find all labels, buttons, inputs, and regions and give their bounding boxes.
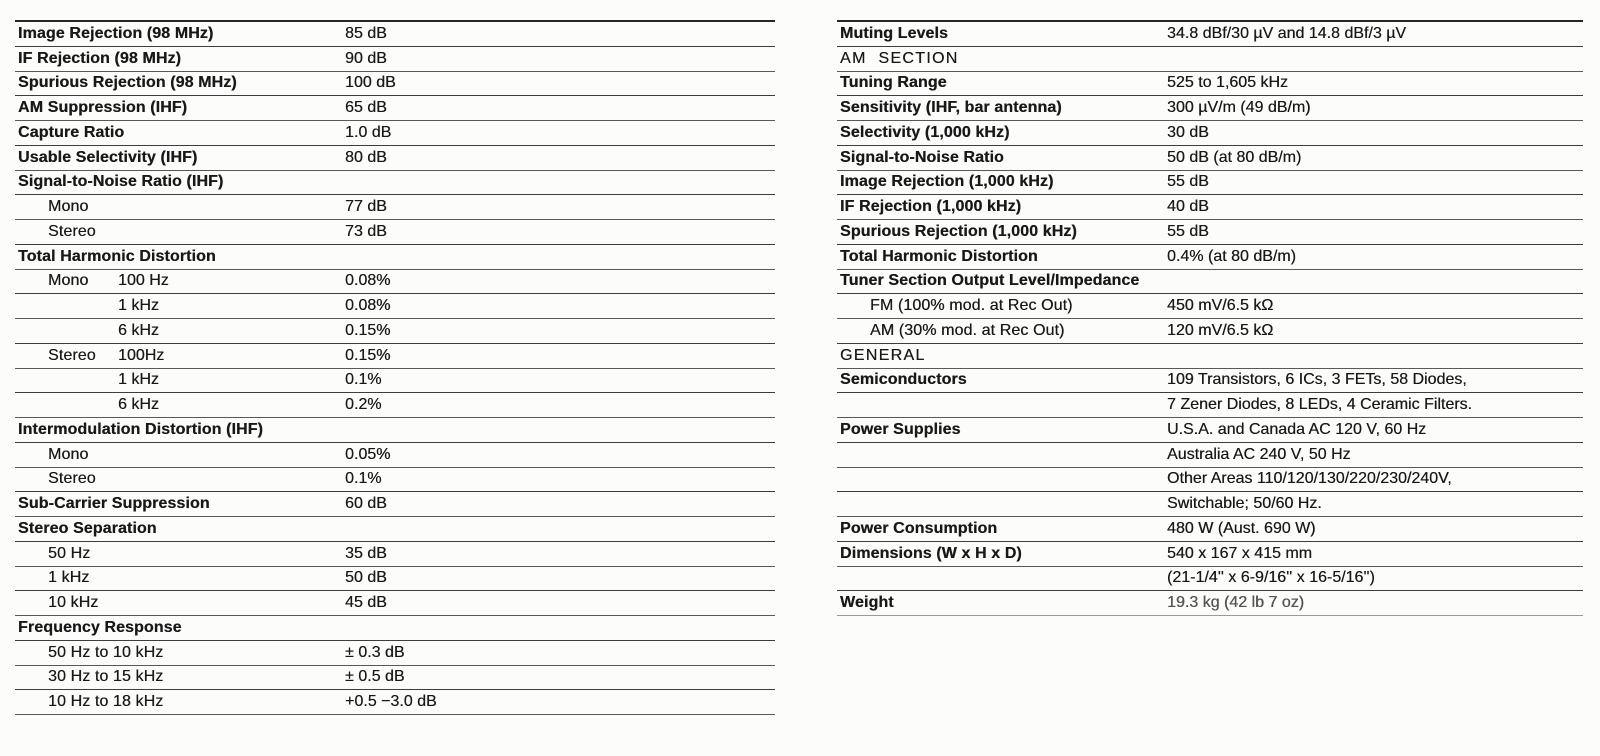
spec-row <box>837 245 1583 270</box>
spec-row <box>15 443 775 468</box>
spec-label: Selectivity (1,000 kHz) <box>840 124 1010 141</box>
spec-label-cell <box>15 620 345 636</box>
spec-row <box>15 47 775 72</box>
spec-row <box>15 146 775 171</box>
spec-value: 50 dB <box>345 569 387 587</box>
spec-row <box>15 195 775 220</box>
spec-label: 50 Hz <box>48 545 91 562</box>
spec-label: 30 Hz to 15 kHz <box>48 669 164 686</box>
spec-row <box>837 220 1583 245</box>
spec-label-cell <box>837 51 1167 67</box>
spec-row <box>15 245 775 270</box>
spec-label-cell <box>837 100 1167 116</box>
spec-row <box>15 468 775 493</box>
spec-value: 40 dB <box>1167 198 1209 216</box>
spec-row <box>15 418 775 443</box>
spec-label-cell <box>15 51 345 67</box>
spec-label: Frequency Response <box>18 619 182 636</box>
spec-value: 540 x 167 x 415 mm <box>1167 544 1312 562</box>
spec-label-cell <box>15 496 345 512</box>
spec-value: Australia AC 240 V, 50 Hz <box>1167 445 1351 463</box>
spec-sublabel: 100Hz <box>118 347 165 364</box>
spec-label: Power Supplies <box>840 421 961 438</box>
spec-label-cell <box>15 397 345 413</box>
spec-row <box>15 492 775 517</box>
spec-label: Capture Ratio <box>18 124 125 141</box>
spec-label: AM Suppression (IHF) <box>18 100 188 117</box>
spec-label-cell <box>15 323 345 339</box>
spec-value: 0.05% <box>345 445 391 463</box>
spec-label: GENERAL <box>840 347 926 364</box>
spec-label: Dimensions (W x H x D) <box>840 545 1022 562</box>
spec-value: 35 dB <box>345 544 387 562</box>
spec-row <box>837 22 1583 47</box>
spec-row <box>837 294 1583 319</box>
spec-row <box>837 542 1583 567</box>
spec-label-cell <box>15 125 345 141</box>
spec-value: 0.08% <box>345 297 391 315</box>
spec-value: 109 Transistors, 6 ICs, 3 FETs, 58 Diodes, <box>1167 371 1467 389</box>
spec-row <box>15 542 775 567</box>
spec-label: Total Harmonic Distortion <box>840 248 1038 265</box>
spec-label: IF Rejection (1,000 kHz) <box>840 199 1022 216</box>
spec-label: Tuner Section Output Level/Impedance <box>840 273 1140 290</box>
spec-value: 45 dB <box>345 594 387 612</box>
spec-row <box>15 72 775 97</box>
spec-label-cell <box>837 546 1167 562</box>
spec-row <box>15 641 775 666</box>
spec-sublabel: 6 kHz <box>118 322 159 339</box>
spec-value: ± 0.3 dB <box>345 643 405 661</box>
spec-sublabel: 6 kHz <box>118 397 159 414</box>
spec-row <box>837 319 1583 344</box>
spec-row <box>15 171 775 196</box>
spec-label-cell <box>837 521 1167 537</box>
spec-label: Stereo Separation <box>18 520 157 537</box>
spec-label-cell <box>837 150 1167 166</box>
spec-label-cell <box>15 645 345 661</box>
spec-row <box>837 72 1583 97</box>
spec-value: 73 dB <box>345 222 387 240</box>
spec-row <box>15 393 775 418</box>
spec-label-cell <box>15 546 345 562</box>
spec-row <box>837 96 1583 121</box>
spec-row <box>15 666 775 691</box>
spec-value: 80 dB <box>345 148 387 166</box>
spec-row <box>15 220 775 245</box>
spec-row <box>837 121 1583 146</box>
spec-label-cell <box>837 174 1167 190</box>
spec-value: 0.2% <box>345 396 382 414</box>
spec-value: 1.0 dB <box>345 123 392 141</box>
spec-value: 55 dB <box>1167 222 1209 240</box>
spec-value: 34.8 dBf/30 µV and 14.8 dBf/3 µV <box>1167 24 1407 42</box>
spec-value: ± 0.5 dB <box>345 668 405 686</box>
spec-row <box>837 567 1583 592</box>
spec-row <box>15 294 775 319</box>
spec-sublabel: 1 kHz <box>118 298 159 315</box>
spec-row <box>837 195 1583 220</box>
spec-label-cell <box>15 75 345 91</box>
spec-label-cell <box>837 249 1167 265</box>
spec-label: Semiconductors <box>840 372 967 389</box>
spec-label: 1 kHz <box>48 570 90 587</box>
spec-value: 0.15% <box>345 321 391 339</box>
spec-label-cell <box>837 199 1167 215</box>
spec-label-cell <box>15 298 345 314</box>
spec-value: 0.15% <box>345 346 391 364</box>
spec-value: 50 dB (at 80 dB/m) <box>1167 148 1302 166</box>
spec-label: 50 Hz to 10 kHz <box>48 644 164 661</box>
spec-label-cell <box>15 422 345 438</box>
spec-label-cell <box>15 447 345 463</box>
spec-row <box>837 270 1583 295</box>
spec-label-cell <box>15 174 345 190</box>
spec-label-cell <box>15 595 345 611</box>
spec-row <box>837 591 1583 616</box>
spec-row <box>15 369 775 394</box>
spec-value: 85 dB <box>345 24 387 42</box>
spec-label: AM (30% mod. at Rec Out) <box>870 322 1065 339</box>
spec-row <box>837 369 1583 394</box>
spec-label-cell <box>15 273 345 289</box>
spec-label-cell <box>15 199 345 215</box>
spec-value: 450 mV/6.5 kΩ <box>1167 297 1274 315</box>
spec-label: Image Rejection (1,000 kHz) <box>840 174 1054 191</box>
spec-label: Spurious Rejection (98 MHz) <box>18 75 237 92</box>
spec-row <box>15 517 775 542</box>
spec-label-cell <box>837 224 1167 240</box>
spec-label-cell <box>15 100 345 116</box>
spec-label-cell <box>837 273 1167 289</box>
fm-spec-table <box>15 20 775 715</box>
spec-label: Intermodulation Distortion (IHF) <box>18 421 263 438</box>
section-header-row <box>837 344 1583 369</box>
spec-value: 0.1% <box>345 371 382 389</box>
spec-row <box>15 96 775 121</box>
spec-value: 300 µV/m (49 dB/m) <box>1167 99 1311 117</box>
spec-label-cell <box>15 150 345 166</box>
spec-row <box>15 270 775 295</box>
spec-row <box>15 690 775 715</box>
spec-value: Switchable; 50/60 Hz. <box>1167 495 1322 513</box>
spec-label: FM (100% mod. at Rec Out) <box>870 298 1073 315</box>
spec-label: Stereo <box>48 347 96 364</box>
spec-label: Weight <box>840 595 894 612</box>
spec-value: 55 dB <box>1167 173 1209 191</box>
spec-value: 77 dB <box>345 198 387 216</box>
section-header-row <box>837 47 1583 72</box>
spec-label: Signal-to-Noise Ratio (IHF) <box>18 174 224 191</box>
spec-row <box>837 468 1583 493</box>
spec-value: 120 mV/6.5 kΩ <box>1167 321 1274 339</box>
spec-row <box>837 517 1583 542</box>
spec-row <box>15 22 775 47</box>
spec-label: Total Harmonic Distortion <box>18 248 216 265</box>
spec-label: Usable Selectivity (IHF) <box>18 149 198 166</box>
spec-label: AM SECTION <box>840 50 959 67</box>
spec-label-cell <box>15 224 345 240</box>
spec-label: Stereo <box>48 471 96 488</box>
spec-label: Stereo <box>48 223 96 240</box>
spec-value: (21-1/4'' x 6-9/16'' x 16-5/16'') <box>1167 569 1375 587</box>
spec-label-cell <box>837 75 1167 91</box>
spec-label-cell <box>15 669 345 685</box>
spec-label-cell <box>837 298 1167 314</box>
spec-label-cell <box>837 422 1167 438</box>
spec-row <box>15 121 775 146</box>
spec-label: Signal-to-Noise Ratio <box>840 149 1004 166</box>
spec-label: Power Consumption <box>840 520 998 537</box>
spec-label-cell <box>837 372 1167 388</box>
spec-label-cell <box>15 694 345 710</box>
spec-label: 10 Hz to 18 kHz <box>48 694 164 711</box>
spec-label-cell <box>15 570 345 586</box>
spec-sublabel: 100 Hz <box>118 273 169 290</box>
spec-row <box>15 319 775 344</box>
spec-value: 30 dB <box>1167 123 1209 141</box>
spec-label-cell <box>15 471 345 487</box>
spec-row <box>837 443 1583 468</box>
spec-label: IF Rejection (98 MHz) <box>18 50 182 67</box>
spec-value: 19.3 kg (42 lb 7 oz) <box>1167 594 1304 612</box>
spec-value: 7 Zener Diodes, 8 LEDs, 4 Ceramic Filters. <box>1167 396 1472 414</box>
spec-row <box>15 616 775 641</box>
spec-label-cell <box>15 521 345 537</box>
spec-row <box>837 171 1583 196</box>
spec-label: Mono <box>48 446 89 463</box>
spec-label: Image Rejection (98 MHz) <box>18 25 214 42</box>
spec-value: 90 dB <box>345 49 387 67</box>
spec-value: 100 dB <box>345 74 396 92</box>
spec-label: Sensitivity (IHF, bar antenna) <box>840 100 1062 117</box>
spec-label: Muting Levels <box>840 25 948 42</box>
spec-label: Tuning Range <box>840 75 947 92</box>
spec-row <box>15 567 775 592</box>
spec-label: Mono <box>48 273 89 290</box>
spec-label-cell <box>837 26 1167 42</box>
spec-value: 480 W (Aust. 690 W) <box>1167 519 1316 537</box>
spec-sublabel: 1 kHz <box>118 372 159 389</box>
spec-label-cell <box>837 595 1167 611</box>
spec-value: Other Areas 110/120/130/220/230/240V, <box>1167 470 1452 488</box>
spec-row <box>837 492 1583 517</box>
spec-label-cell <box>15 372 345 388</box>
spec-value: +0.5 −3.0 dB <box>345 693 437 711</box>
spec-label-cell <box>837 125 1167 141</box>
spec-value: 0.1% <box>345 470 382 488</box>
spec-label: Mono <box>48 199 89 216</box>
spec-value: 525 to 1,605 kHz <box>1167 74 1288 92</box>
spec-label-cell <box>15 348 345 364</box>
spec-value: 65 dB <box>345 99 387 117</box>
spec-row <box>837 146 1583 171</box>
spec-label-cell <box>15 26 345 42</box>
spec-value: 60 dB <box>345 495 387 513</box>
spec-value: 0.08% <box>345 272 391 290</box>
spec-value: U.S.A. and Canada AC 120 V, 60 Hz <box>1167 420 1427 438</box>
spec-label-cell <box>837 323 1167 339</box>
spec-value: 0.4% (at 80 dB/m) <box>1167 247 1296 265</box>
spec-row <box>837 418 1583 443</box>
spec-label-cell <box>837 348 1167 364</box>
spec-label: Sub-Carrier Suppression <box>18 496 210 513</box>
spec-label: Spurious Rejection (1,000 kHz) <box>840 223 1077 240</box>
spec-label-cell <box>15 249 345 265</box>
spec-row <box>15 591 775 616</box>
am-general-spec-table <box>837 20 1583 616</box>
spec-label: 10 kHz <box>48 595 99 612</box>
spec-row <box>837 393 1583 418</box>
spec-row <box>15 344 775 369</box>
